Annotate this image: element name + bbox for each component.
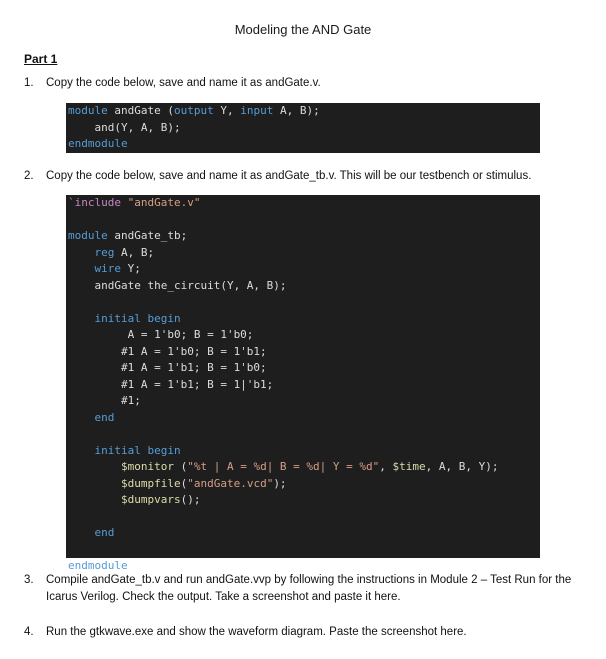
code-token: and(Y, A, B); xyxy=(68,120,181,134)
code-line xyxy=(66,294,540,311)
code-line xyxy=(66,476,540,493)
code-token: $dumpvars xyxy=(120,493,181,506)
code-token: #1; xyxy=(68,394,141,407)
code-token xyxy=(68,460,121,473)
step-1-number: 1. xyxy=(24,77,34,89)
code-token xyxy=(68,246,95,259)
code-line xyxy=(66,377,540,394)
code-token: #1 A = 1'b1; B = 1'b0; xyxy=(68,361,267,374)
code-token: endmodule xyxy=(68,137,128,150)
code-token xyxy=(68,262,95,275)
step-2-text: Copy the code below, save and name it as andGate_tb.v. This will be our testbench or stimulus. xyxy=(46,170,532,182)
code-line xyxy=(66,245,540,262)
code-token: end xyxy=(94,526,115,539)
code-token: wire xyxy=(94,262,128,275)
code-line xyxy=(66,344,540,361)
code-line xyxy=(66,212,540,229)
code-token: A, B; xyxy=(121,245,155,259)
code-token: #1 A = 1'b0; B = 1'b1; xyxy=(68,344,267,358)
document-title: Modeling the AND Gate xyxy=(234,22,372,37)
code-token: Y, xyxy=(220,104,241,117)
code-token: output xyxy=(173,104,221,117)
code-token: andGate_tb; xyxy=(114,229,188,242)
code-token: "andGate.vcd" xyxy=(187,476,274,490)
code-token: $dumpfile xyxy=(120,476,181,490)
code-line xyxy=(66,311,540,328)
code-token: "andGate.v" xyxy=(127,196,201,209)
code-token: ( xyxy=(180,476,188,490)
code-token: ); xyxy=(273,476,287,490)
code-line xyxy=(66,525,540,542)
step-4-number: 4. xyxy=(24,626,34,638)
code-line xyxy=(66,228,540,245)
code-token: `include xyxy=(68,196,128,209)
code-token xyxy=(68,312,95,325)
code-token: A = 1'b0; B = 1'b0; xyxy=(68,328,254,341)
code-token: initial begin xyxy=(94,311,181,325)
code-line xyxy=(66,542,540,559)
code-token: ( xyxy=(167,104,174,117)
code-line xyxy=(66,327,540,344)
code-line xyxy=(66,509,540,526)
code-token xyxy=(68,411,95,424)
code-token: module xyxy=(68,229,115,242)
code-token: reg xyxy=(94,245,121,259)
step-2-number: 2. xyxy=(24,170,34,182)
code-line xyxy=(66,103,540,120)
code-block-testbench xyxy=(66,195,540,572)
code-line xyxy=(66,492,540,509)
code-token: ( xyxy=(180,460,188,473)
code-line xyxy=(66,459,540,476)
code-line xyxy=(66,278,540,295)
code-token: $monitor xyxy=(120,460,181,473)
code-line xyxy=(66,393,540,410)
code-block-andgate xyxy=(66,103,540,153)
code-line xyxy=(66,426,540,443)
code-line xyxy=(66,410,540,427)
code-token xyxy=(68,526,95,539)
code-token: , xyxy=(379,460,393,473)
code-token: A, B); xyxy=(279,104,320,117)
step-4-text: Run the gtkwave.exe and show the waveform diagram. Paste the screenshot here. xyxy=(46,626,467,638)
code-token: andGate xyxy=(114,104,168,117)
code-token: initial begin xyxy=(94,443,181,457)
code-token: input xyxy=(240,104,280,117)
code-token: "%t | A = %d| B = %d| Y = %d" xyxy=(187,460,380,473)
code-token xyxy=(68,493,121,506)
code-line xyxy=(66,443,540,460)
code-token: endmodule xyxy=(68,559,128,572)
code-line xyxy=(66,136,540,153)
code-token: , A, B, Y); xyxy=(425,460,499,473)
code-token: Y; xyxy=(127,262,141,275)
code-line xyxy=(66,120,540,137)
code-line xyxy=(66,195,540,212)
step-3-text: Compile andGate_tb.v and run andGate.vvp by following the instructions in Module 2 – Test Run for the Icarus Verilog. Check the output. Take a screenshot and paste it here. xyxy=(46,574,572,603)
code-token: andGate the_circuit(Y, A, B); xyxy=(68,278,287,292)
code-token: #1 A = 1'b1; B = 1|'b1; xyxy=(68,377,274,391)
step-3-number: 3. xyxy=(24,574,34,586)
code-token: end xyxy=(94,410,115,424)
code-token: $time xyxy=(392,460,426,473)
step-1-text: Copy the code below, save and name it as andGate.v. xyxy=(46,77,321,89)
code-token: (); xyxy=(180,493,201,506)
code-token: module xyxy=(68,104,115,117)
code-token xyxy=(68,477,121,490)
code-token xyxy=(68,444,95,457)
part-label: Part 1 xyxy=(24,52,58,66)
code-line xyxy=(66,261,540,278)
code-line xyxy=(66,360,540,377)
